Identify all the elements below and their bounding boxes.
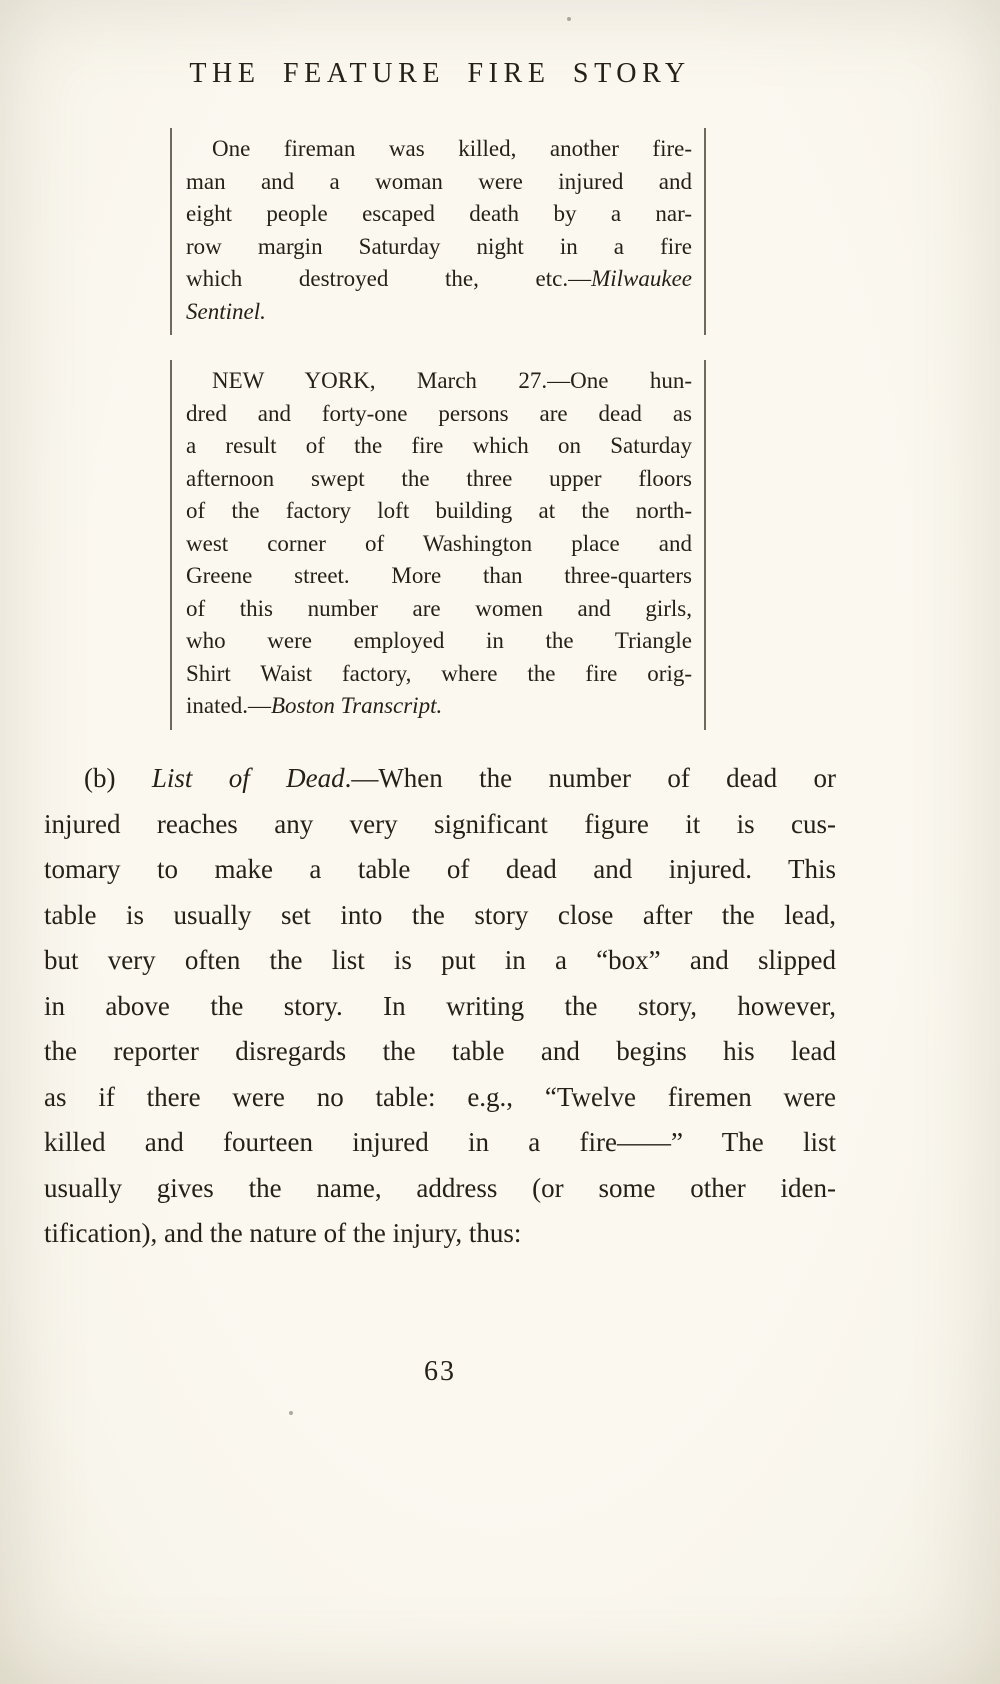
text-segment: the reporter disregards the table and begins his lead — [44, 1036, 836, 1066]
text-segment: injured reaches any very significant figure it is cus- — [44, 808, 836, 839]
text-line — [186, 166, 692, 199]
text-segment: row margin Saturday night in a fire — [186, 233, 692, 259]
text-line — [186, 560, 692, 593]
text-line — [186, 690, 692, 723]
text-segment: of this number are women and girls, — [186, 595, 692, 621]
text-segment: NEW YORK, March 27.—One hun- — [212, 368, 692, 393]
scan-speck — [289, 1411, 293, 1415]
text-segment: but very often the list is put in a “box” and slipped — [44, 945, 836, 975]
text-segment: man and a woman were injured and — [186, 168, 692, 194]
text-segment: Greene street. More than three-quarters — [186, 563, 692, 588]
text-segment: One fireman was killed, another fire- — [212, 136, 692, 161]
text-line — [186, 133, 692, 166]
text-segment: which destroyed the, etc.— — [186, 266, 592, 291]
text-line — [44, 756, 836, 802]
text-line — [186, 198, 692, 231]
text-segment: killed and fourteen injured in a fire——” The list — [44, 1127, 836, 1157]
text-line — [44, 802, 836, 848]
text-line — [44, 847, 836, 893]
text-segment: who were employed in the Triangle — [186, 628, 692, 653]
text-line — [44, 984, 836, 1030]
text-line — [44, 1166, 836, 1212]
text-segment: in above the story. In writing the story, however, — [44, 990, 836, 1021]
text-line — [186, 463, 692, 496]
text-segment: west corner of Washington place and — [186, 530, 692, 556]
text-segment: of the factory loft building at the north- — [186, 498, 692, 523]
italic-text: List of Dead — [151, 763, 345, 793]
text-line — [44, 1029, 836, 1075]
body-paragraph — [44, 756, 836, 1257]
text-segment: table is usually set into the story close after the lead, — [44, 899, 836, 930]
text-segment: dred and forty-one persons are dead as — [186, 400, 692, 426]
text-line — [44, 1075, 836, 1121]
text-segment: Shirt Waist factory, where the fire orig- — [186, 660, 692, 686]
text-segment: .—When the number of dead or — [344, 763, 836, 793]
text-line — [186, 231, 692, 264]
text-segment: inated.— — [186, 693, 271, 718]
page-number: 63 — [424, 1356, 456, 1387]
text-line — [186, 658, 692, 691]
text-segment: usually gives the name, address (or some other iden- — [44, 1172, 836, 1203]
text-line — [186, 593, 692, 626]
italic-text: Boston Transcript. — [270, 693, 443, 718]
text-line — [186, 263, 692, 296]
quote-block-milwaukee-sentinel — [170, 128, 706, 335]
text-segment: tification), and the nature of the injury, thus: — [44, 1218, 522, 1248]
text-line — [186, 296, 692, 329]
scan-speck — [567, 17, 571, 21]
text-line — [44, 938, 836, 984]
text-line — [186, 430, 692, 463]
text-line — [186, 398, 692, 431]
page-title: THE FEATURE FIRE STORY — [189, 58, 691, 89]
quote-block-boston-transcript — [170, 360, 706, 730]
text-line — [186, 625, 692, 658]
text-segment: as if there were no table: e.g., “Twelve firemen were — [44, 1081, 836, 1112]
text-line — [186, 365, 692, 398]
text-line — [44, 1211, 836, 1257]
text-line — [44, 893, 836, 939]
text-line — [186, 528, 692, 561]
text-segment: eight people escaped death by a nar- — [186, 201, 692, 226]
text-line — [186, 495, 692, 528]
text-segment: (b) — [84, 763, 152, 793]
text-segment: afternoon swept the three upper floors — [186, 465, 692, 491]
text-segment: a result of the fire which on Saturday — [186, 433, 692, 458]
text-segment: tomary to make a table of dead and injured. This — [44, 854, 836, 884]
text-line — [44, 1120, 836, 1166]
italic-text: Sentinel. — [186, 298, 266, 324]
italic-text: Milwaukee — [591, 266, 692, 291]
